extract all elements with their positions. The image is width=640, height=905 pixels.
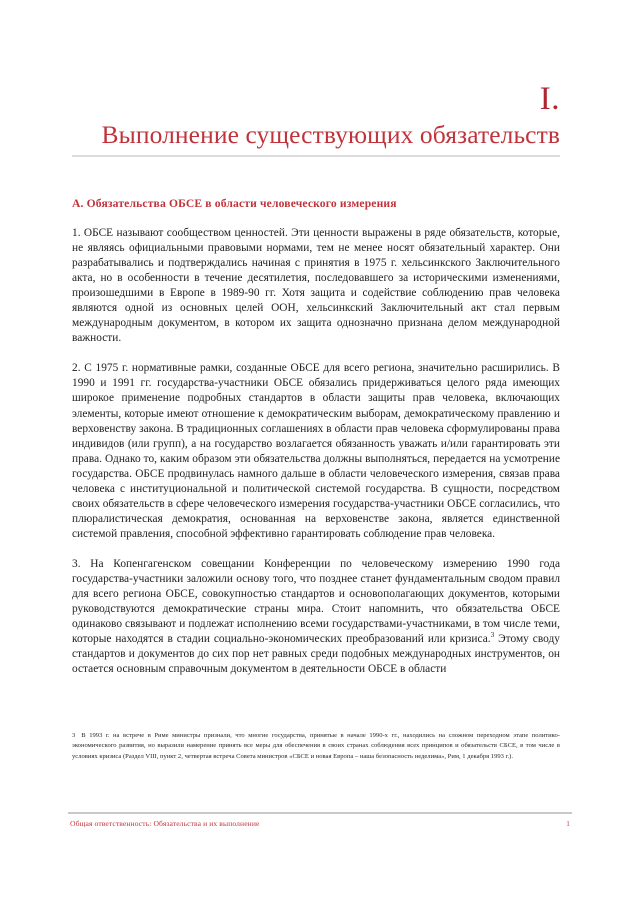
footnote-number: 3	[72, 732, 76, 739]
footnote-block	[72, 731, 560, 762]
chapter-number: I.	[539, 81, 560, 117]
page-footer	[70, 819, 570, 829]
paragraph-3-text-after-footnote: Этому своду стандартов и документов до сих пор нет равных среди подобных международных инструментов, он остается основным справочным документом в деятельности ОБСЕ в области	[72, 633, 560, 676]
footnote-reference-marker[interactable]: 3	[490, 631, 495, 640]
chapter-heading-block	[72, 82, 560, 157]
paragraph-2: 2. С 1975 г. нормативные рамки, созданные ОБСЕ для всего региона, значительно расширились. В 1990 и 1991 гг. государства-участники ОБСЕ обязались придерживаться целого ряда имеющих широкое применение подробных стандартов в области защиты прав человека, включающих элементы, которые имеют отношение к демократическим выборам, демократическому правлению и верховенству закона. В традиционных соглашениях в области прав человека сформулированы права индивидов (или групп), а на государство возлагается обязанность уважать и/или гарантировать эти права. Однако то, каким образом эти обязательства должны выполняться, передается на усмотрение государства. ОБСЕ продвинулась намного дальше в области человеческого измерения, связав права человека с институциональной и политической системой государства. В сущности, посредством своих обязательств в сфере человеческого измерения государства-участники ОБСЕ согласились, что плюралистическая демократия, основанная на верховенстве закона, является единственной системой правления, способной эффективно гарантировать соблюдение прав человека.	[72, 362, 560, 540]
footnote-text: В 1993 г. на встрече в Риме министры признали, что многие государства, принятые в начале 1990-х гг., находились на сложном переходном этапе политико-экономического развития, но выразили намерение принять все меры для обеспечения в своих странах соблюдения всех принципов и обязательств СБСЕ, в том числе в условиях кризиса (Раздел VIII, пункт 2, четвертая встреча Совета министров «СБСЕ и новая Европа – наша безопасность неделима», Рим, 1 декабря 1993 г.).	[72, 732, 560, 760]
chapter-title: Выполнение существующих обязательств	[101, 120, 560, 149]
body-text-column	[72, 226, 560, 677]
section-heading: A. Обязательства ОБСЕ в области человеческого измерения	[72, 197, 397, 210]
paragraph-3-text-before-footnote: 3. На Копенгагенском совещании Конференции по человеческому измерению 1990 года государства-участники заложили основу того, что позднее станет фундаментальным сводом правил для всего региона ОБСЕ, совокупностью стандартов и основополагающих документов, которыми руководствуются демократические страны мира. Стоит напомнить, что обязательства ОБСЕ одинаково связывают и подлежат исполнению всеми государствами-участниками, в том числе теми, которые находятся в стадии социально-экономических преобразований или кризиса.	[72, 557, 560, 646]
title-divider-rule	[72, 155, 560, 157]
paragraph-3	[72, 557, 560, 677]
footer-divider-rule	[68, 812, 572, 814]
paragraph-1: 1. ОБСЕ называют сообществом ценностей. Эти ценности выражены в ряде обязательств, которые, не являясь официальными правовыми нормами, тем не менее носят обязательный характер. Они разрабатывались и подтверждались начиная с принятия в 1975 г. хельсинкского Заключительного акта, но в особенности в течение десятилетия, последовавшего за историческими изменениями, произошедшими в Европе в 1989-90 гг. Хотя защита и содействие соблюдению прав человека являются одной из основных целей ООН, хельсинкский Заключительный акт стал первым международным документом, в котором их защита однозначно признана делом международной важности.	[72, 227, 560, 345]
footer-page-number: 1	[566, 820, 570, 828]
footer-document-title: Общая ответственность: Обязательства и их выполнение	[70, 819, 260, 828]
